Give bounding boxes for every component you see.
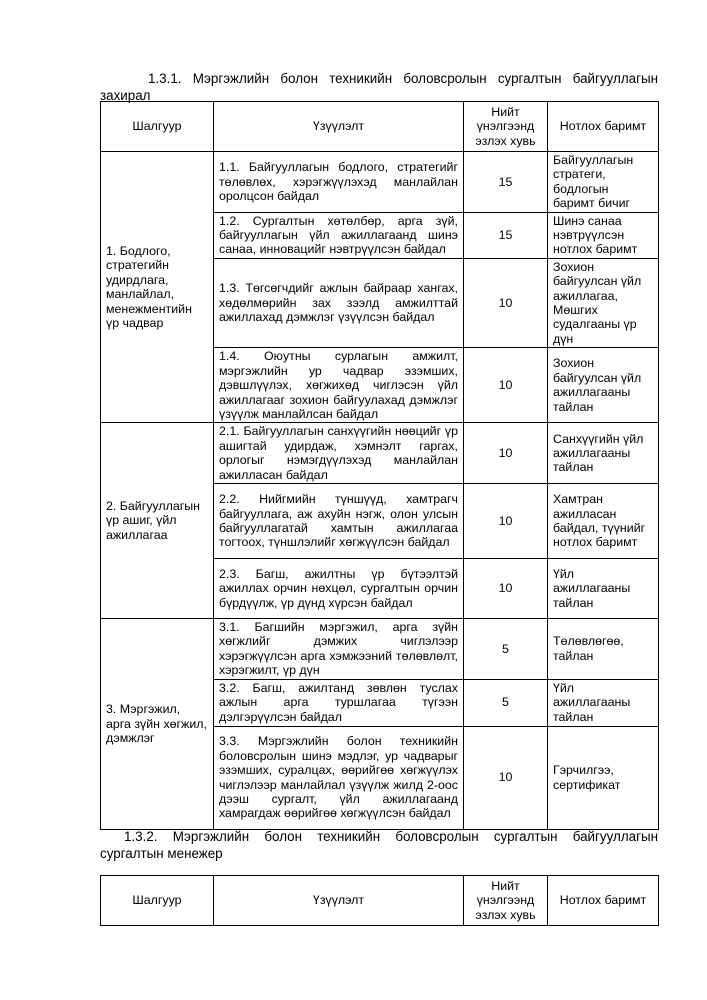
table-header-row <box>101 102 659 152</box>
percent-cell: 10 <box>464 558 548 618</box>
section-number-2: 1.3.2. <box>124 829 158 844</box>
percent-cell: 5 <box>464 618 548 679</box>
table-header-row <box>101 876 659 926</box>
percent-cell: 10 <box>464 348 548 423</box>
indicator-cell: 1.1. Байгууллагын бодлого, стратегийг төлөвлөх, хэрэгжүүлэхэд манлайлан оролцсон байдал <box>214 152 464 213</box>
evidence-cell: Гэрчилгээ, сертификат <box>548 726 659 829</box>
section-title-line2-1: захирал <box>100 88 151 103</box>
percent-cell: 10 <box>464 483 548 558</box>
indicator-cell: 1.4. Оюутны сурлагын амжилт, мэргэжлийн ур чадвар эзэмших, дэвшлүүлэх, хөгжихөд чиглэсэн үйл ажиллагааг зохион байгуулахад дэмжлэг үзүүлж манлайлсан байдал <box>214 348 464 423</box>
table-row <box>101 423 659 484</box>
evidence-cell: Зохион байгуулсан үйл ажиллагааны тайлан <box>548 348 659 423</box>
percent-cell: 15 <box>464 152 548 213</box>
criteria-table-1 <box>100 101 659 830</box>
evidence-cell: Зохион байгуулсан үйл ажиллагаа, Мөшгих судалгааны үр дүн <box>548 258 659 347</box>
section-title-line2-2: сургалтын менежер <box>100 846 223 861</box>
header-indicator: Үзүүлэлт <box>214 876 464 926</box>
evidence-cell: Санхүүгийн үйл ажиллагааны тайлан <box>548 423 659 484</box>
percent-cell: 10 <box>464 423 548 484</box>
evidence-cell: Шинэ санаа нэвтрүүлсэн нотлох баримт <box>548 212 659 258</box>
criterion-cell-2: 2. Байгууллагын үр ашиг, үйл ажиллагаа <box>101 423 214 619</box>
indicator-cell: 2.2. Нийгмийн түншүүд, хамтрагч байгууллага, аж ахуйн нэгж, олон улсын байгууллагатай хамтын ажиллагаа тогтоох, түншлэлийг хөгжүүлсэн байдал <box>214 483 464 558</box>
indicator-cell: 2.3. Багш, ажилтны үр бүтээлтэй ажиллах орчин нөхцөл, сургалтын орчин бүрдүүлж, үр дүнд хүрсэн байдал <box>214 558 464 618</box>
header-percent: Нийт үнэлгээнд эзлэх хувь <box>464 102 548 152</box>
evidence-cell: Байгууллагын стратеги, бодлогын баримт бичиг <box>548 152 659 213</box>
evidence-cell: Хамтран ажилласан байдал, түүнийг нотлох баримт <box>548 483 659 558</box>
section-number-1: 1.3.1. <box>148 71 182 86</box>
percent-cell: 15 <box>464 212 548 258</box>
criteria-table-2 <box>100 875 659 926</box>
header-criterion: Шалгуур <box>101 876 214 926</box>
section-title-line1-2: Мэргэжлийн болон техникийн боловсролын сургалтын байгууллагын <box>172 829 658 844</box>
evidence-cell: Үйл ажиллагааны тайлан <box>548 679 659 726</box>
header-criterion: Шалгуур <box>101 102 214 152</box>
indicator-cell: 1.2. Сургалтын хөтөлбөр, арга зүй, байгууллагын үйл ажиллагаанд шинэ санаа, инновацийг нэвтрүүлсэн байдал <box>214 212 464 258</box>
section-heading-1 <box>100 70 658 104</box>
percent-cell: 10 <box>464 726 548 829</box>
section-heading-2 <box>100 828 658 862</box>
indicator-cell: 3.2. Багш, ажилтанд зөвлөн туслах ажлын арга туршлагаа түгээн дэлгэрүүлсэн байдал <box>214 679 464 726</box>
indicator-cell: 1.3. Төгсөгчдийг ажлын байраар хангах, хөдөлмөрийн зах зээлд амжилттай ажиллахад дэмжлэг үзүүлсэн байдал <box>214 258 464 347</box>
table-row <box>101 618 659 679</box>
criterion-cell-1: 1. Бодлого, стратегийн удирдлага, манлайлал, менежментийн үр чадвар <box>101 152 214 423</box>
header-percent: Нийт үнэлгээнд эзлэх хувь <box>464 876 548 926</box>
evidence-cell: Төлөвлөгөө, тайлан <box>548 618 659 679</box>
section-title-line1-1: Мэргэжлийн болон техникийн боловсролын сургалтын байгууллагын <box>192 71 658 86</box>
header-indicator: Үзүүлэлт <box>214 102 464 152</box>
table-row <box>101 152 659 213</box>
evidence-cell: Үйл ажиллагааны тайлан <box>548 558 659 618</box>
percent-cell: 5 <box>464 679 548 726</box>
criterion-cell-3: 3. Мэргэжил, арга зүйн хөгжил, дэмжлэг <box>101 618 214 829</box>
indicator-cell: 2.1. Байгууллагын санхүүгийн нөөцийг үр ашигтай удирдаж, хэмнэлт гаргах, орлогыг нэмэгдүүлэхэд манлайлан ажилласан байдал <box>214 423 464 484</box>
percent-cell: 10 <box>464 258 548 347</box>
header-evidence: Нотлох баримт <box>548 102 659 152</box>
header-evidence: Нотлох баримт <box>548 876 659 926</box>
indicator-cell: 3.1. Багшийн мэргэжил, арга зүйн хөгжлийг дэмжих чиглэлээр хэрэгжүүлсэн арга хэмжээний төлөвлөлт, хэрэгжилт, үр дүн <box>214 618 464 679</box>
indicator-cell: 3.3. Мэргэжлийн болон техникийн боловсролын шинэ мэдлэг, ур чадварыг эзэмших, суралцах, өөрийгөө хөгжүүлэх чиглэлээр манлайлал үзүүлж жилд 2-оос дээш сургалт, үйл ажиллагаанд хамрагдаж өөрийгөө хөгжүүлсэн байдал <box>214 726 464 829</box>
